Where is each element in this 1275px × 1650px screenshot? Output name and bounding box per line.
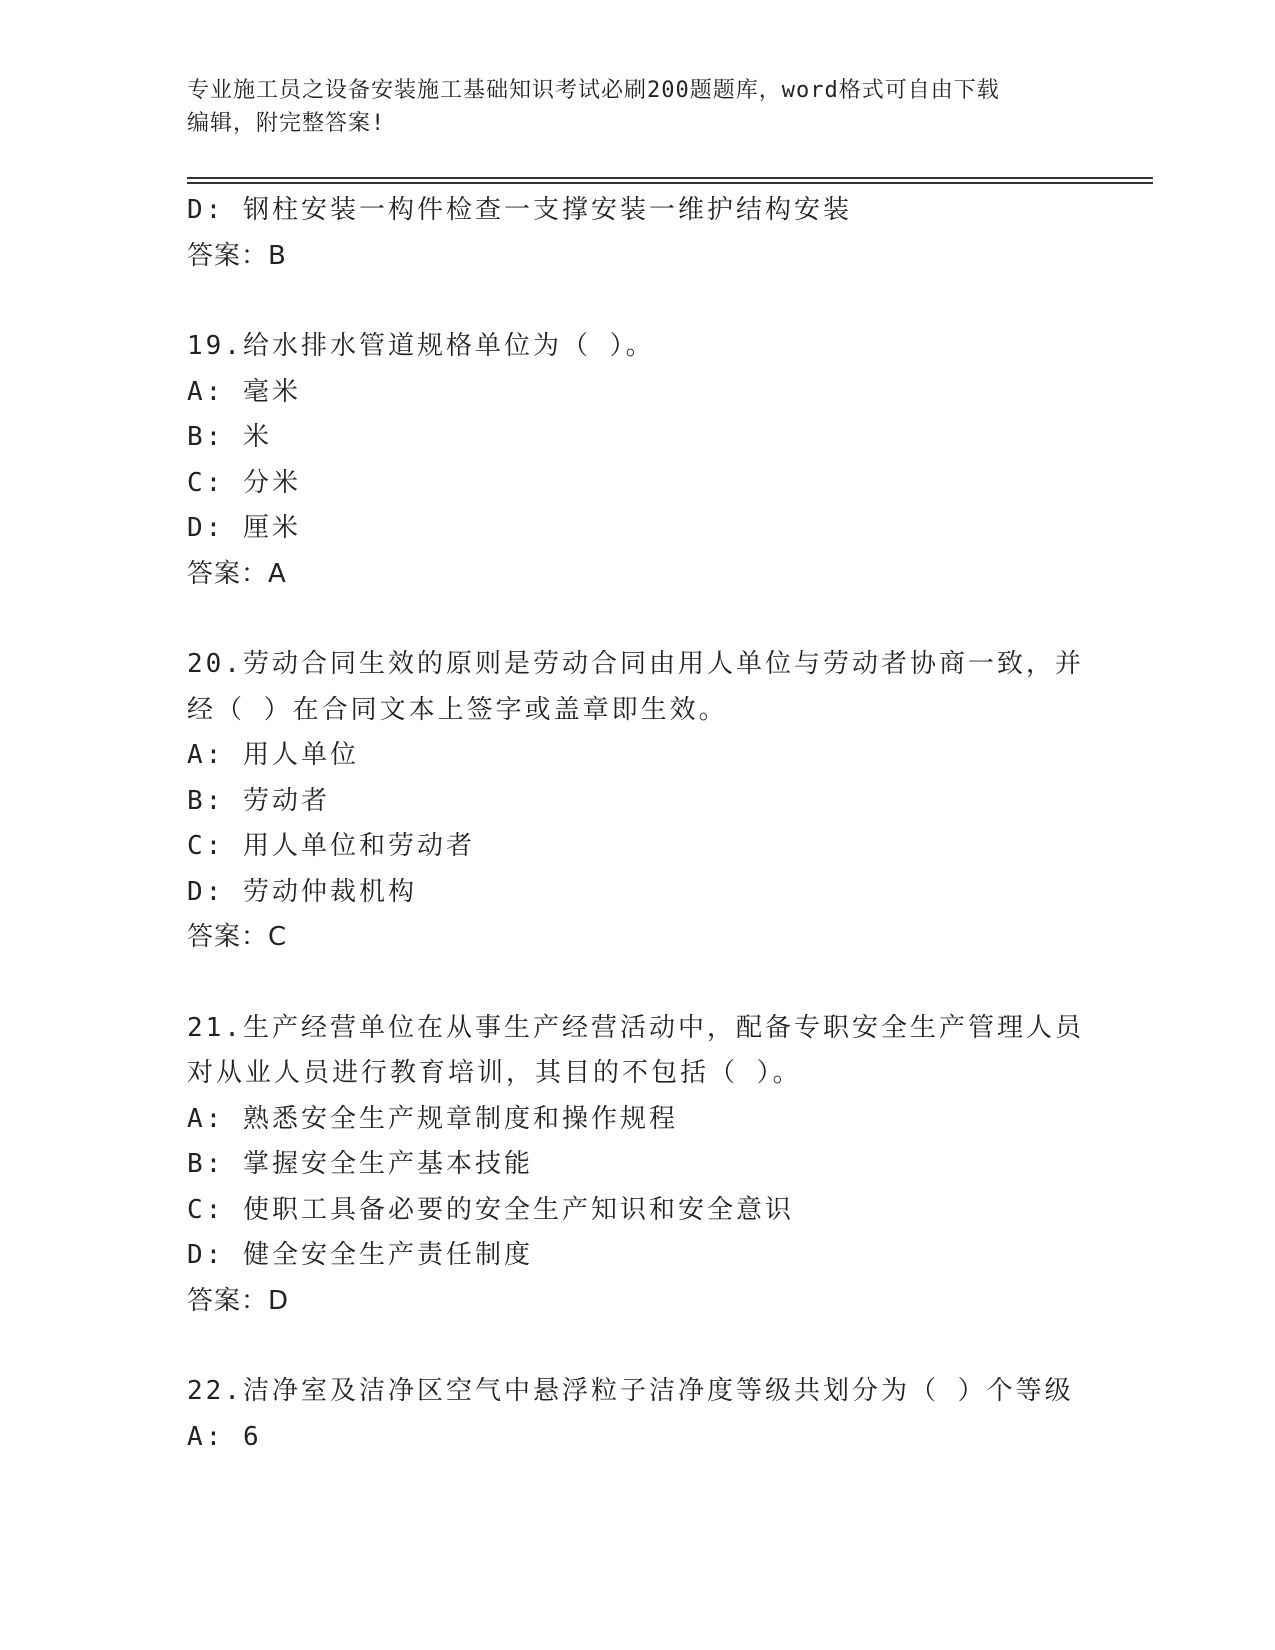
question-22 <box>187 1369 1087 1460</box>
option-a: A: 熟悉安全生产规章制度和操作规程 <box>187 1103 678 1134</box>
option-b: B: 劳动者 <box>187 785 330 816</box>
option-d: D: 钢柱安装一构件检查一支撑安装一维护结构安装 <box>187 195 852 225</box>
question-stem-line: 21.生产经营单位在从事生产经营活动中，配备专职安全生产管理人员 <box>187 1012 1084 1043</box>
question-20 <box>187 642 1087 961</box>
question-stem-line: 20.劳动合同生效的原则是劳动合同由用人单位与劳动者协商一致，并 <box>187 649 1084 679</box>
answer-line: 答案：B <box>187 240 287 271</box>
option-a: A: 6 <box>187 1421 262 1452</box>
document-header <box>187 74 1067 140</box>
answer-line: 答案：C <box>187 922 288 952</box>
option-b: B: 掌握安全生产基本技能 <box>187 1149 533 1179</box>
header-divider-top <box>187 177 1153 179</box>
header-line-1: 专业施工员之设备安装施工基础知识考试必刷200题题库，word格式可自由下载 <box>187 78 1000 103</box>
option-c: C: 用人单位和劳动者 <box>187 831 475 861</box>
answer-line: 答案：A <box>187 558 287 589</box>
question-stem-line: 经（ ）在合同文本上签字或盖章即生效。 <box>187 694 728 725</box>
option-c: C: 使职工具备必要的安全生产知识和安全意识 <box>187 1194 794 1225</box>
header-line-2: 编辑，附完整答案! <box>187 111 386 136</box>
question-21 <box>187 1006 1087 1325</box>
answer-line: 答案：D <box>187 1285 290 1316</box>
option-a: A: 毫米 <box>187 376 301 407</box>
question-19 <box>187 324 1087 597</box>
previous-question-tail <box>187 188 1087 279</box>
option-c: C: 分米 <box>187 467 301 498</box>
option-d: D: 厘米 <box>187 513 301 543</box>
question-stem-line: 对从业人员进行教育培训，其目的不包括（ ）。 <box>187 1058 802 1088</box>
option-d: D: 健全安全生产责任制度 <box>187 1240 533 1270</box>
header-divider-bottom <box>187 182 1153 184</box>
option-b: B: 米 <box>187 422 272 452</box>
question-stem-line: 22.洁净室及洁净区空气中悬浮粒子洁净度等级共划分为（ ）个等级 <box>187 1376 1074 1406</box>
question-list <box>187 188 1087 1460</box>
question-stem-line: 19.给水排水管道规格单位为（ ）。 <box>187 331 655 361</box>
option-d: D: 劳动仲裁机构 <box>187 876 417 907</box>
option-a: A: 用人单位 <box>187 740 359 770</box>
